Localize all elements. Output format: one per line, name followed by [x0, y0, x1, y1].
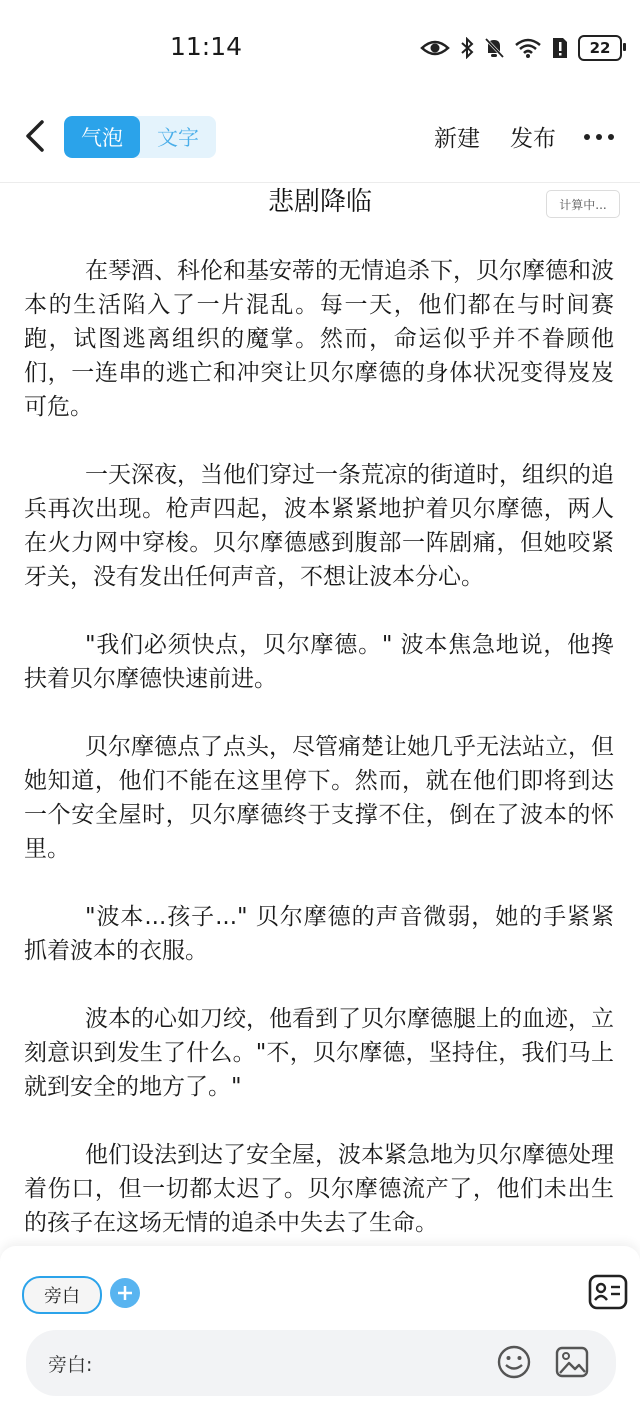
status-badge: 计算中...	[546, 190, 620, 218]
article-body	[24, 254, 614, 1249]
message-input[interactable]	[26, 1330, 616, 1396]
paragraph: 贝尔摩德点了点头，尽管痛楚让她几乎无法站立，但她知道，他们不能在这里停下。然而，就在他们即将到达一个安全屋时，贝尔摩德终于支撑不住，倒在了波本的怀里。	[24, 734, 614, 862]
composer-panel	[0, 1246, 640, 1422]
more-options-icon[interactable]	[584, 134, 614, 142]
bluetooth-icon	[460, 37, 474, 59]
emoji-icon[interactable]	[496, 1344, 532, 1380]
paragraph: 一天深夜，当他们穿过一条荒凉的街道时，组织的追兵再次出现。枪声四起，波本紧紧地护着贝尔摩德，两人在火力网中穿梭。贝尔摩德感到腹部一阵剧痛，但她咬紧牙关，没有发出任何声音，不想让波本分心。	[24, 462, 614, 590]
back-arrow-icon[interactable]	[18, 116, 54, 156]
article-title: 悲剧降临	[267, 187, 372, 217]
publish-button[interactable]: 发布	[510, 126, 556, 152]
add-role-button[interactable]	[110, 1278, 140, 1308]
status-icons	[420, 34, 622, 62]
character-card-icon[interactable]	[588, 1274, 628, 1310]
paragraph: "我们必须快点，贝尔摩德。" 波本焦急地说，他搀扶着贝尔摩德快速前进。	[24, 632, 614, 692]
paragraph: 波本的心如刀绞，他看到了贝尔摩德腿上的血迹，立刻意识到发生了什么。"不，贝尔摩德，坚持住，我们马上就到安全的地方了。"	[24, 1006, 614, 1100]
paragraph: 在琴酒、科伦和基安蒂的无情追杀下，贝尔摩德和波本的生活陷入了一片混乱。每一天，他们都在与时间赛跑，试图逃离组织的魔掌。然而，命运似乎并不眷顾他们，一连串的逃亡和冲突让贝尔摩德的身体状况变得岌岌可危。	[24, 258, 614, 420]
paragraph: "波本...孩子..." 贝尔摩德的声音微弱，她的手紧紧抓着波本的衣服。	[24, 904, 614, 964]
mute-bell-icon	[484, 37, 504, 59]
new-button[interactable]: 新建	[434, 126, 480, 152]
top-toolbar	[0, 96, 640, 183]
role-chip-narration[interactable]: 旁白	[22, 1276, 102, 1314]
paragraph: 他们设法到达了安全屋，波本紧急地为贝尔摩德处理着伤口，但一切都太迟了。贝尔摩德流产了，他们未出生的孩子在这场无情的追杀中失去了生命。	[24, 1142, 614, 1236]
tab-bubble[interactable]: 气泡	[64, 116, 140, 158]
tab-text[interactable]: 文字	[157, 126, 199, 150]
sim-alert-icon	[552, 37, 568, 59]
status-bar	[0, 0, 640, 96]
status-time: 11:14	[170, 32, 243, 61]
image-icon[interactable]	[554, 1344, 590, 1380]
battery-indicator: 22	[578, 35, 622, 61]
wifi-icon	[514, 37, 542, 59]
mode-segmented-control	[64, 116, 216, 158]
input-label: 旁白:	[48, 1354, 93, 1376]
plus-icon	[116, 1284, 134, 1302]
eye-icon	[420, 38, 450, 58]
